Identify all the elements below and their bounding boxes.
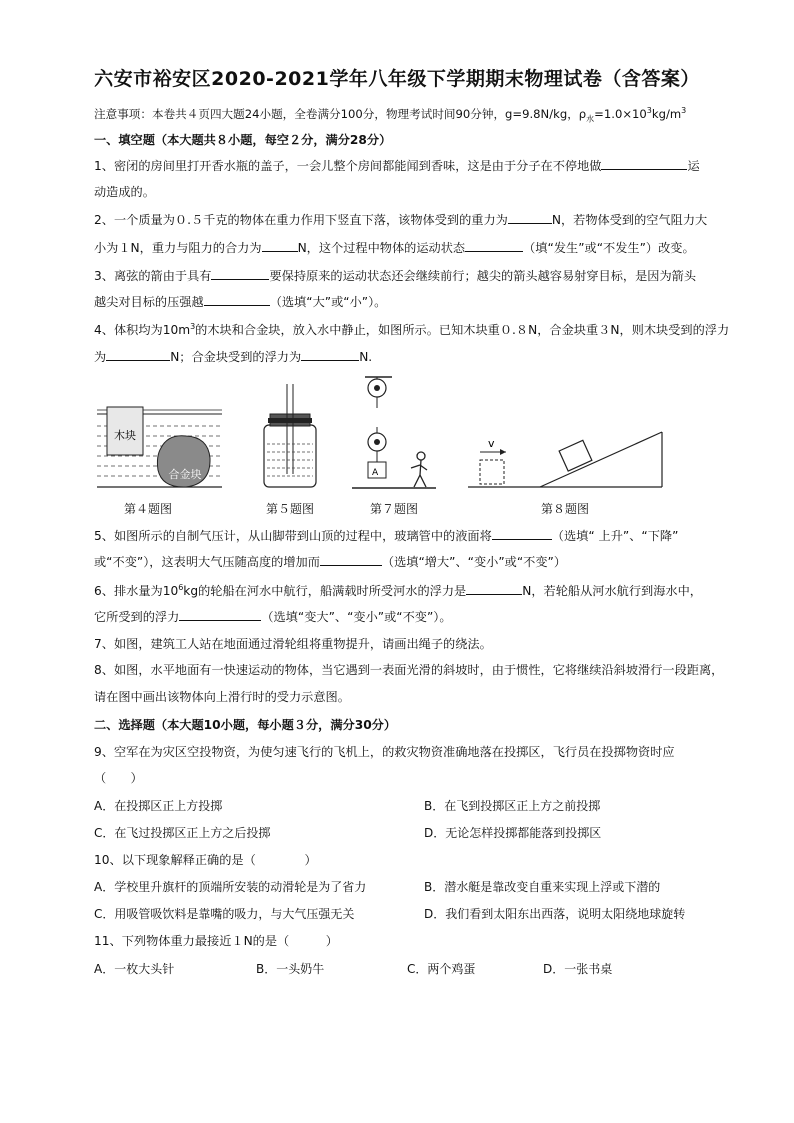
q4-text-b: 的木块和合金块，放入水中静止，如图所示。已知木块重０.８N，合金块重３N，则木块受到的浮力	[195, 323, 730, 337]
notice-density: =1.0×10	[594, 107, 647, 121]
question-8-line-1: 8、如图，水平地面有一快速运动的物体，当它遇到一表面光滑的斜坡时，由于惯性，它将继续沿斜坡滑行一段距离，	[94, 663, 724, 677]
answer-blank[interactable]	[465, 240, 523, 252]
question-2-line-1	[94, 212, 708, 228]
notice-unit: kg/m	[651, 107, 682, 121]
section-choice-heading: 二、选择题（本大题10小题，每小题３分，满分30分）	[94, 718, 397, 732]
answer-blank[interactable]	[601, 158, 687, 170]
q3-text: 3、离弦的箭由于具有	[94, 269, 212, 283]
q4-exponent: 3	[190, 321, 196, 331]
page-title: 六安市裕安区2020-2021学年八年级下学期期末物理试卷（含答案）	[94, 68, 700, 90]
figure-7-caption: 第７题图	[370, 502, 419, 516]
q5-text-b: （选填“ 上升”、“下降”	[551, 529, 679, 543]
q9-option-d[interactable]: D．无论怎样投掷都能落到投掷区	[424, 826, 602, 840]
notice	[94, 106, 704, 122]
q9-option-b[interactable]: B．在飞到投掷区正上方之前投掷	[424, 799, 601, 813]
wood-block-label: 木块	[114, 429, 136, 442]
question-6-line-2	[94, 609, 704, 625]
q11-option-b[interactable]: B．一头奶牛	[256, 962, 325, 976]
q6-text-c: N，若轮船从河水航行到海水中，	[522, 584, 702, 598]
question-2-line-2	[94, 240, 704, 256]
q1-text: 1、密闭的房间里打开香水瓶的盖子，一会儿整个房间都能闻到香味，这是由于分子在不停地做	[94, 159, 602, 173]
worker-figure	[411, 452, 427, 487]
q4-text-c: 为	[94, 350, 107, 364]
q11-option-d[interactable]: D．一张书桌	[543, 962, 613, 976]
alloy-block-label: 合金块	[168, 468, 202, 481]
figure-8-caption: 第８题图	[541, 502, 590, 516]
answer-blank[interactable]	[179, 609, 261, 621]
question-4-line-2	[94, 349, 704, 365]
answer-blank[interactable]	[301, 349, 359, 361]
q6-text-d: 它所受到的浮力	[94, 610, 180, 624]
answer-blank[interactable]	[204, 294, 270, 306]
question-9-paren: （ ）	[94, 771, 143, 785]
answer-blank[interactable]	[508, 212, 552, 224]
q6-exponent: 6	[178, 582, 184, 592]
q10-option-a[interactable]: A．学校里升旗杆的顶端所安装的动滑轮是为了省力	[94, 880, 367, 894]
q4-text: 4、体积均为10m	[94, 323, 191, 337]
answer-blank[interactable]	[262, 240, 298, 252]
q3-text-d: （选填“大”或“小”）。	[269, 295, 387, 309]
weight-label: A	[372, 468, 379, 478]
answer-blank[interactable]	[492, 528, 552, 540]
question-5-line-2	[94, 554, 704, 570]
question-8-line-2: 请在图中画出该物体向上滑行时的受力示意图。	[94, 690, 350, 704]
q11-option-a[interactable]: A．一枚大头针	[94, 962, 175, 976]
notice-unit-exponent: 3	[681, 106, 687, 116]
q10-option-c[interactable]: C．用吸管吸饮料是靠嘴的吸力，与大气压强无关	[94, 907, 355, 921]
figure-5-caption: 第５题图	[266, 502, 315, 516]
q9-option-c[interactable]: C．在飞过投掷区正上方之后投掷	[94, 826, 271, 840]
q3-text-c: 越尖对目标的压强越	[94, 295, 204, 309]
q5-text: 5、如图所示的自制气压计，从山脚带到山顶的过程中，玻璃管中的液面将	[94, 529, 492, 543]
notice-water-subscript: 水	[586, 114, 595, 124]
figure-4-water-tank	[97, 407, 222, 487]
question-6-line-1	[94, 583, 704, 599]
answer-blank[interactable]	[320, 554, 382, 566]
q2-text-c: 小为１N，重力与阻力的合力为	[94, 241, 262, 255]
figures-row	[0, 370, 794, 490]
question-10-stem: 10、以下现象解释正确的是（ ）	[94, 853, 317, 867]
q2-text-b: N，若物体受到的空气阻力大	[551, 213, 708, 227]
q1-text-tail: 运	[687, 159, 700, 173]
q4-text-e: N.	[359, 350, 373, 364]
q4-text-d: N；合金块受到的浮力为	[170, 350, 302, 364]
answer-blank[interactable]	[211, 268, 269, 280]
q3-text-b: 要保持原来的运动状态还会继续前行；越尖的箭头越容易射穿目标，是因为箭头	[269, 269, 697, 283]
question-4-line-1	[94, 321, 730, 338]
q10-option-d[interactable]: D．我们看到太阳东出西落，说明太阳绕地球旋转	[424, 907, 686, 921]
question-3-line-1	[94, 268, 704, 284]
figure-8-incline	[468, 432, 662, 487]
question-5-line-1	[94, 528, 704, 544]
figure-7-pulley	[352, 377, 436, 488]
q5-text-c: 或“不变”），这表明大气压随高度的增加而	[94, 555, 320, 569]
question-1-line-1	[94, 158, 704, 174]
section-fill-in-heading: 一、填空题（本大题共８小题，每空２分，满分28分）	[94, 133, 392, 147]
q2-text-d: N，这个过程中物体的运动状态	[297, 241, 466, 255]
q9-option-a[interactable]: A．在投掷区正上方投掷	[94, 799, 223, 813]
answer-blank[interactable]	[106, 349, 170, 361]
question-9-stem: 9、空军在为灾区空投物资，为使匀速飞行的飞机上，的救灾物资准确地落在投掷区，飞行员在投掷物资时应	[94, 745, 675, 759]
notice-exponent: 3	[646, 106, 652, 116]
notice-text: 注意事项：本卷共４页四大题24小题，全卷满分100分，物理考试时间90分钟，g=9.8N/kg，ρ	[94, 107, 587, 121]
q11-option-c[interactable]: C．两个鸡蛋	[407, 962, 476, 976]
q2-text: 2、一个质量为０.５千克的物体在重力作用下竖直下落，该物体受到的重力为	[94, 213, 508, 227]
q6-text: 6、排水量为10	[94, 584, 179, 598]
question-7: 7、如图，建筑工人站在地面通过滑轮组将重物提升，请画出绳子的绕法。	[94, 637, 492, 651]
q10-option-b[interactable]: B．潜水艇是靠改变自重来实现上浮或下潜的	[424, 880, 661, 894]
figure-4-caption: 第４题图	[124, 502, 173, 516]
q5-text-d: （选填“增大”、“变小”或“不变”）	[381, 555, 567, 569]
answer-blank[interactable]	[466, 583, 522, 595]
q2-text-e: （填“发生”或“不发生”）改变。	[523, 241, 695, 255]
question-3-line-2	[94, 294, 704, 310]
question-1-line-2: 动造成的。	[94, 185, 155, 199]
velocity-label: v	[488, 437, 495, 450]
q6-text-b: kg的轮船在河水中航行，船满载时所受河水的浮力是	[183, 584, 467, 598]
figure-5-barometer	[264, 384, 316, 487]
question-11-stem: 11、下列物体重力最接近１N的是（ ）	[94, 934, 338, 948]
q6-text-e: （选填“变大”、“变小”或“不变”）。	[261, 610, 452, 624]
